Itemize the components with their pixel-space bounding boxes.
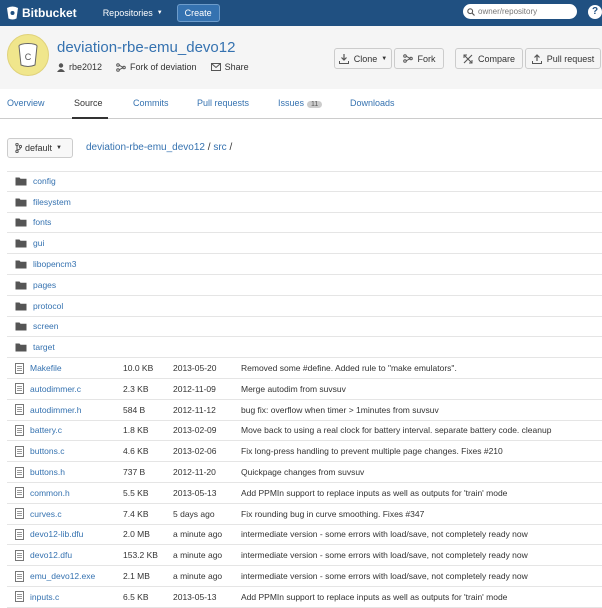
folder-name: protocol [33,300,64,311]
folder-name: libopencm3 [33,259,77,270]
search-input[interactable] [478,7,570,16]
file-link[interactable] [15,571,95,582]
file-name: emu_devo12.exe [30,571,96,582]
file-row[interactable] [7,587,602,608]
file-link[interactable] [15,591,59,602]
file-size: 737 B [123,467,146,478]
file-row[interactable] [7,566,602,587]
folder-row[interactable] [7,213,602,234]
file-link[interactable] [15,404,82,415]
file-icon [15,529,24,540]
file-link[interactable] [15,529,83,540]
commit-message[interactable]: intermediate version - some errors with load/save, not completely ready now [241,529,528,540]
file-icon [15,446,24,457]
search-box[interactable] [463,4,577,19]
file-icon [15,404,24,415]
file-link[interactable] [15,383,81,394]
issues-count-badge: 11 [307,101,322,108]
compare-icon [463,54,473,64]
file-row[interactable] [7,483,602,504]
commit-message[interactable]: Removed some #define. Added rule to "make emulators". [241,363,457,374]
folder-name: gui [33,238,45,249]
file-icon [15,487,24,498]
commit-message[interactable]: bug fix: overflow when timer > 1minutes from suvsuv [241,404,439,415]
file-size: 7.4 KB [123,508,149,519]
file-row[interactable] [7,358,602,379]
commit-message[interactable]: Move back to using a real clock for battery interval. separate battery code. cleanup [241,425,552,436]
file-name: battery.c [30,425,62,436]
file-size: 2.1 MB [123,571,150,582]
folder-icon [15,301,27,311]
folder-link[interactable] [15,197,71,207]
file-size: 2.0 MB [123,529,150,540]
file-row[interactable] [7,545,602,566]
file-date: a minute ago [173,571,223,582]
chevron-down-icon: ▼ [56,145,62,151]
folder-name: filesystem [33,196,71,207]
file-date: a minute ago [173,529,223,540]
folder-icon [15,176,27,186]
help-icon[interactable]: ? [588,5,602,19]
file-icon [15,591,24,602]
upload-icon [532,54,542,64]
file-name: buttons.h [30,467,65,478]
branch-name: default [25,143,53,153]
tab-issues-label: Issues [278,98,305,108]
file-name: buttons.c [30,446,65,457]
folder-row[interactable] [7,275,602,296]
file-link[interactable] [15,467,65,478]
repo-avatar [7,34,49,76]
file-date: 2012-11-12 [173,404,216,415]
folder-row[interactable] [7,233,602,254]
commit-message[interactable]: Add PPMIn support to replace inputs as well as outputs for 'train' mode [241,487,508,498]
file-row[interactable] [7,441,602,462]
bitbucket-logo[interactable] [6,6,77,20]
repositories-menu[interactable] [103,8,163,18]
repository-header [0,26,602,89]
commit-message[interactable]: intermediate version - some errors with load/save, not completely ready now [241,571,528,582]
tab-pull-requests[interactable]: Pull requests [197,98,250,108]
file-date: 5 days ago [173,508,215,519]
commit-message[interactable]: intermediate version - some errors with load/save, not completely ready now [241,550,528,561]
folder-link[interactable] [15,321,59,331]
file-name: inputs.c [30,591,60,602]
compare-label: Compare [477,53,515,64]
tab-source[interactable]: Source [74,98,103,108]
file-row[interactable] [7,421,602,442]
file-icon [15,425,24,436]
fork-icon [403,54,413,63]
file-row[interactable] [7,525,602,546]
commit-message[interactable]: Add PPMIn support to replace inputs as well as outputs for 'train' mode [241,591,508,602]
file-name: Makefile [30,363,62,374]
commit-message[interactable]: Fix long-press handling to prevent multiple page changes. Fixes #210 [241,446,503,457]
file-date: 2013-05-20 [173,363,217,374]
file-link[interactable] [15,487,70,498]
file-link[interactable] [15,550,72,561]
pull-request-label: Pull request [546,53,595,64]
create-button[interactable]: Create [177,4,220,22]
file-date: 2013-02-06 [173,446,217,457]
file-size: 1.8 KB [123,425,149,436]
file-date: a minute ago [173,550,223,561]
file-size: 5.5 KB [123,487,149,498]
owner-name: rbe2012 [69,62,103,72]
folder-name: target [33,342,55,353]
folder-row[interactable] [7,254,602,275]
commit-message[interactable]: Fix rounding bug in curve smoothing. Fixes #347 [241,508,425,519]
fork-icon [116,63,126,72]
file-name: devo12-lib.dfu [30,529,84,540]
bucket-icon [6,6,19,20]
file-icon [15,508,24,519]
repo-cup-icon [17,42,39,68]
branch-icon [15,143,22,153]
folder-row[interactable] [7,337,602,358]
folder-link[interactable] [15,217,51,227]
active-tab-indicator [72,117,108,119]
search-icon [467,8,475,16]
share-label: Share [224,62,249,72]
file-size: 10.0 KB [123,363,154,374]
user-icon [57,63,65,72]
breadcrumb-repo-link[interactable]: deviation-rbe-emu_devo12 [86,142,205,153]
folder-link[interactable] [15,238,44,248]
tab-commits[interactable]: Commits [133,98,169,108]
brand-name: Bitbucket [22,6,77,20]
file-name: autodimmer.c [30,383,82,394]
owner-link[interactable] [57,62,102,72]
pull-request-button[interactable] [525,48,601,69]
folder-link[interactable] [15,342,55,352]
file-date: 2013-02-09 [173,425,217,436]
folder-icon [15,321,27,331]
folder-name: config [33,176,56,187]
folder-row[interactable] [7,192,602,213]
file-row[interactable] [7,379,602,400]
file-size: 2.3 KB [123,383,149,394]
folder-name: fonts [33,217,52,228]
folder-name: pages [33,279,57,290]
folder-icon [15,342,27,352]
breadcrumb-separator: / [229,142,233,153]
file-size: 6.5 KB [123,591,149,602]
file-icon [15,550,24,561]
folder-icon [15,238,27,248]
repo-meta [57,62,249,72]
file-icon [15,571,24,582]
folder-row[interactable] [7,317,602,338]
chevron-down-icon: ▼ [156,10,163,16]
file-row[interactable] [7,504,602,525]
folder-link[interactable] [15,301,63,311]
file-name: autodimmer.h [30,404,82,415]
envelope-icon [211,63,221,71]
share-link[interactable] [211,62,249,72]
clone-button[interactable] [334,48,392,69]
file-name: curves.c [30,508,62,519]
folder-icon [15,259,27,269]
tab-overview[interactable]: Overview [7,98,45,108]
file-icon [15,467,24,478]
file-name: devo12.dfu [30,550,73,561]
repo-title[interactable]: deviation-rbe-emu_devo12 [57,39,236,56]
fork-of-link[interactable] [116,62,197,72]
fork-button[interactable] [394,48,444,69]
breadcrumb-separator: / [207,142,211,153]
fork-label: Fork [417,53,436,64]
clone-label: Clone [353,53,378,64]
file-link[interactable] [15,425,62,436]
tab-issues[interactable] [278,98,322,108]
folder-name: screen [33,321,59,332]
folder-icon [15,280,27,290]
download-icon [339,54,349,64]
file-link[interactable] [15,508,62,519]
commit-message[interactable]: Quickpage changes from suvsuv [241,467,365,478]
file-date: 2013-05-13 [173,487,217,498]
breadcrumb-src-link[interactable]: src [213,142,227,153]
file-row[interactable] [7,462,602,483]
commit-message[interactable]: Merge autodim from suvsuv [241,383,346,394]
top-navigation-bar [0,0,602,26]
file-link[interactable] [15,446,65,457]
file-date: 2013-05-13 [173,591,217,602]
file-size: 584 B [123,404,146,415]
chevron-down-icon: ▼ [381,55,388,62]
compare-button[interactable] [455,48,523,69]
folder-icon [15,197,27,207]
file-name: common.h [30,487,70,498]
fork-of-text: Fork of deviation [130,62,197,72]
file-icon [15,383,24,394]
file-row[interactable] [7,400,602,421]
repo-tabs [0,89,602,119]
tab-downloads[interactable]: Downloads [350,98,395,108]
file-link[interactable] [15,363,62,374]
file-size: 153.2 KB [123,550,158,561]
file-icon [15,363,24,374]
file-listing [7,171,602,608]
folder-link[interactable] [15,176,56,186]
avatar-letter: C [24,52,32,62]
branch-selector[interactable] [7,138,73,158]
breadcrumb [86,142,232,153]
repositories-label: Repositories [102,8,153,18]
folder-row[interactable] [7,296,602,317]
file-size: 4.6 KB [123,446,149,457]
folder-row[interactable] [7,171,602,192]
folder-icon [15,217,27,227]
file-date: 2012-11-09 [173,383,216,394]
folder-link[interactable] [15,280,56,290]
folder-link[interactable] [15,259,76,269]
file-date: 2012-11-20 [173,467,216,478]
